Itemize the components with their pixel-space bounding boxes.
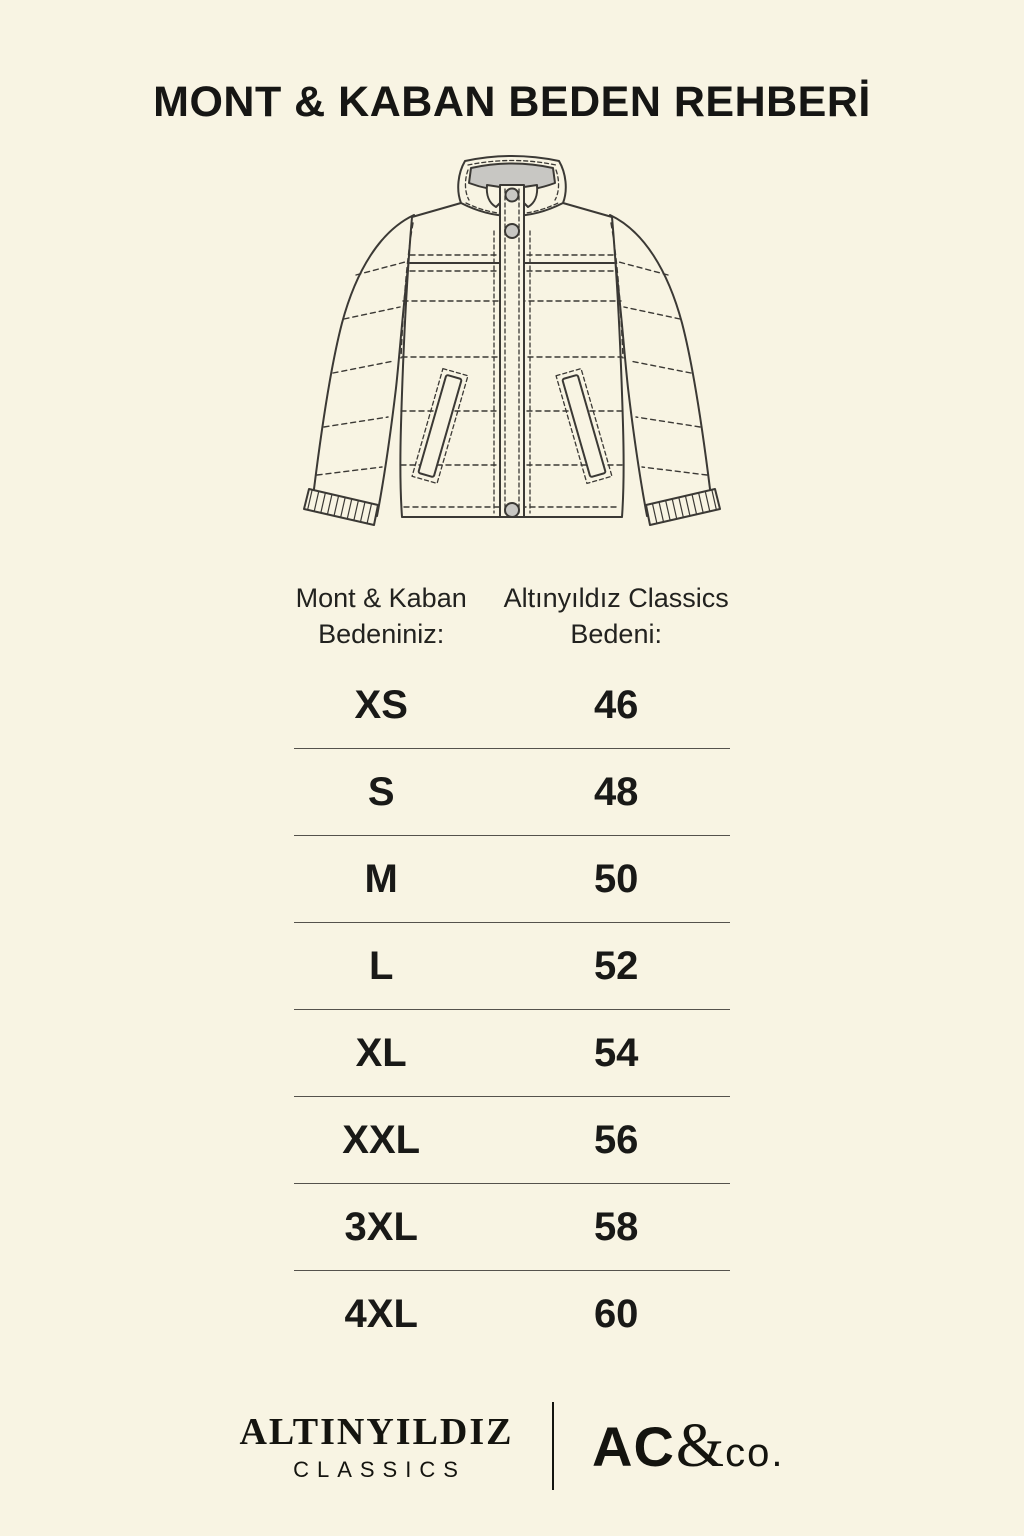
logo-ampersand: & bbox=[675, 1411, 725, 1480]
brand-subtitle: CLASSICS bbox=[293, 1456, 466, 1482]
table-row bbox=[294, 749, 730, 836]
size-label: XS bbox=[354, 682, 408, 727]
size-label: L bbox=[368, 943, 394, 988]
size-value: 60 bbox=[593, 1292, 639, 1337]
table-row bbox=[294, 662, 730, 749]
table-row bbox=[294, 1097, 730, 1184]
ac-and-co-logo bbox=[592, 1411, 784, 1482]
header-line: Altınyıldız Classics bbox=[503, 583, 729, 613]
jacket-illustration bbox=[282, 143, 742, 561]
brand-wordmark: ALTINYILDIZ bbox=[239, 1410, 514, 1453]
column-header-your-size bbox=[294, 581, 468, 652]
size-value: 58 bbox=[593, 1204, 639, 1249]
page-title: MONT & KABAN BEDEN REHBERİ bbox=[153, 78, 871, 126]
table-row bbox=[294, 836, 730, 923]
size-value: 54 bbox=[593, 1030, 639, 1075]
header-line: Bedeniniz: bbox=[318, 618, 445, 649]
size-label: 4XL bbox=[344, 1292, 418, 1337]
table-row bbox=[294, 923, 730, 1010]
column-header-brand-size bbox=[468, 581, 730, 652]
size-label: M bbox=[364, 856, 398, 901]
size-value: 56 bbox=[593, 1117, 639, 1162]
brand-footer bbox=[0, 1402, 1024, 1490]
logo-ac-text: AC bbox=[592, 1414, 675, 1478]
logo-co-text: co. bbox=[725, 1430, 785, 1475]
header-line: Bedeni: bbox=[570, 618, 662, 649]
table-row bbox=[294, 1184, 730, 1271]
size-label: XXL bbox=[342, 1117, 421, 1162]
size-value: 46 bbox=[593, 682, 639, 727]
size-value: 52 bbox=[593, 943, 639, 988]
size-value: 48 bbox=[593, 769, 639, 814]
footer-divider bbox=[552, 1402, 555, 1490]
header-line: Mont & Kaban bbox=[295, 583, 467, 613]
size-value: 50 bbox=[593, 856, 639, 901]
table-row bbox=[294, 1010, 730, 1097]
size-label: S bbox=[367, 769, 395, 814]
altinyildiz-classics-logo bbox=[239, 1410, 513, 1483]
table-row bbox=[294, 1271, 730, 1358]
size-label: XL bbox=[355, 1030, 407, 1075]
size-conversion-table bbox=[294, 581, 730, 1358]
size-label: 3XL bbox=[344, 1204, 418, 1249]
puffer-jacket-drawing bbox=[282, 143, 742, 561]
table-header bbox=[294, 581, 730, 652]
